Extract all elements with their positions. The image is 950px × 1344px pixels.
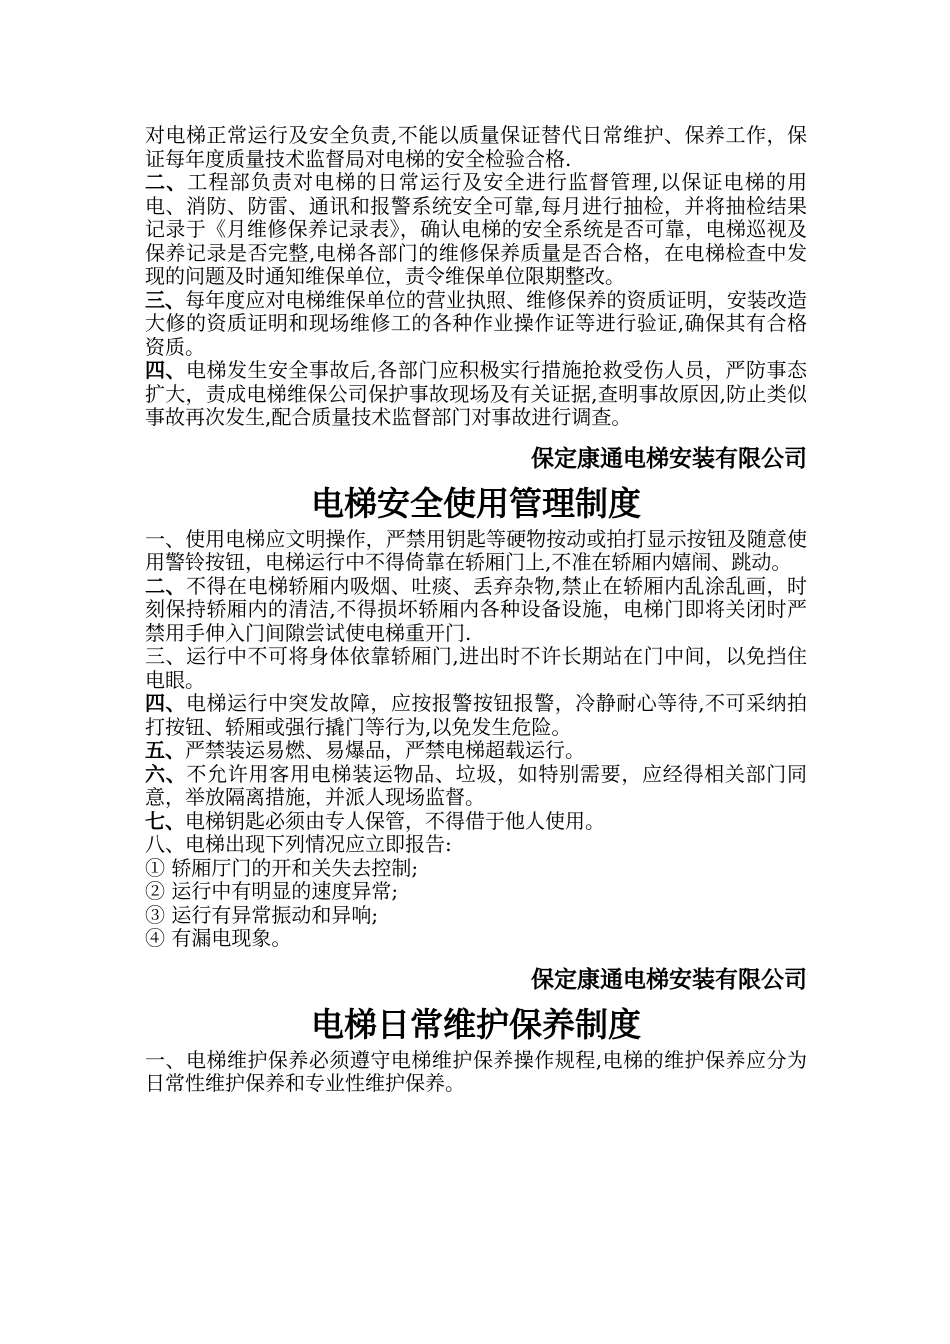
paragraph-text: 一、电梯维护保养必须遵守电梯维护保养操作规程,电梯的维护保养应分为日常性维护保养和专业性维护保养。	[145, 1047, 807, 1095]
paragraph	[145, 171, 807, 289]
list-item	[145, 857, 807, 881]
list-item	[145, 904, 807, 928]
paragraph	[145, 359, 807, 430]
paragraph	[145, 289, 807, 360]
paragraph-text: 一、使用电梯应文明操作，严禁用钥匙等硬物按动或拍打显示按钮及随意使用警铃按钮，电梯运行中不得倚靠在轿厢门上,不准在轿厢内嬉闹、跳动。	[145, 526, 807, 574]
paragraph-text: 不得在电梯轿厢内吸烟、吐痰、丢弃杂物,禁止在轿厢内乱涂乱画，时刻保持轿厢内的清洁,不得损坏轿厢内各种设备设施，电梯门即将关闭时严禁用手伸入门间隙尝试使电梯重开门.	[145, 573, 808, 645]
section-title: 电梯安全使用管理制度	[311, 483, 641, 523]
item-number: 七、	[145, 808, 185, 833]
item-number: 二、	[145, 573, 186, 598]
item-number: 三、	[145, 287, 186, 312]
paragraph	[145, 645, 807, 692]
list-item	[145, 880, 807, 904]
paragraph-text: ③ 运行有异常振动和异响;	[145, 902, 379, 927]
section-maintenance	[145, 1003, 807, 1096]
item-number: 二、	[145, 170, 188, 194]
company-signature: 保定康通电梯安装有限公司	[531, 445, 807, 472]
paragraph-text: 不允许用客用电梯装运物品、垃圾，如特别需要，应经得相关部门同意，举放隔离措施，并派人现场监督。	[145, 761, 808, 809]
item-number: 四、	[145, 358, 186, 382]
paragraph	[145, 124, 807, 171]
paragraph-text: 每年度应对电梯维保单位的营业执照、维修保养的资质证明，安装改造大修的资质证明和现场维修工的各种作业操作证等进行验证,确保其有合格资质。	[145, 287, 807, 359]
paragraph	[145, 1049, 807, 1096]
section-safe-use	[145, 482, 807, 995]
paragraph	[145, 810, 807, 834]
item-number: 六、	[145, 761, 187, 786]
paragraph-text: 电梯钥匙必须由专人保管，不得借于他人使用。	[185, 808, 605, 833]
item-number: 四、	[145, 691, 186, 715]
document-page	[145, 124, 807, 1096]
paragraph	[145, 739, 807, 763]
paragraph-text: 八、电梯出现下列情况应立即报告:	[145, 832, 452, 856]
paragraph	[145, 575, 807, 646]
paragraph-text: ② 运行中有明显的速度异常;	[145, 879, 399, 903]
paragraph-text: 电梯运行中突发故障，应按报警按钮报警，冷静耐心等待,不可采纳拍打按钮、轿厢或强行撬门等行为,以免发生危险。	[145, 691, 808, 739]
section-supervision	[145, 124, 807, 474]
list-item	[145, 927, 807, 951]
paragraph-text: ④ 有漏电现象。	[145, 926, 292, 950]
company-signature: 保定康通电梯安装有限公司	[531, 966, 807, 993]
paragraph	[145, 833, 807, 857]
paragraph	[145, 692, 807, 739]
paragraph	[145, 528, 807, 575]
paragraph-text: 电梯发生安全事故后,各部门应积极实行措施抢救受伤人员，严防事态扩大，责成电梯维保公司保护事故现场及有关证据,查明事故原因,防止类似事故再次发生,配合质量技术监督部门对事故进行调查。	[145, 358, 808, 429]
paragraph-text: ① 轿厢厅门的开和关失去控制;	[145, 855, 419, 880]
paragraph	[145, 763, 807, 810]
paragraph-text: 工程部负责对电梯的日常运行及安全进行监督管理,以保证电梯的用电、消防、防雷、通讯和报警系统安全可靠,每月进行抽检，并将抽检结果记录于《月维修保养记录表》，确认电梯的安全系统是否可靠，电梯巡视及保养记录是否完整,电梯各部门的维修保养质量是否合格，在电梯检查中发现的问题及时通知维保单位，责令维保单位限期整改。	[145, 170, 808, 288]
section-title: 电梯日常维护保养制度	[311, 1004, 641, 1044]
paragraph-text: 三、运行中不可将身体依靠轿厢门,进出时不许长期站在门中间，以免挡住电眼。	[145, 644, 807, 692]
paragraph-text: 严禁装运易燃、易爆品，严禁电梯超载运行。	[185, 738, 585, 762]
paragraph-text: 对电梯正常运行及安全负责,不能以质量保证替代日常维护、保养工作，保证每年度质量技术监督局对电梯的安全检验合格.	[145, 123, 807, 171]
item-number: 五、	[145, 738, 185, 762]
